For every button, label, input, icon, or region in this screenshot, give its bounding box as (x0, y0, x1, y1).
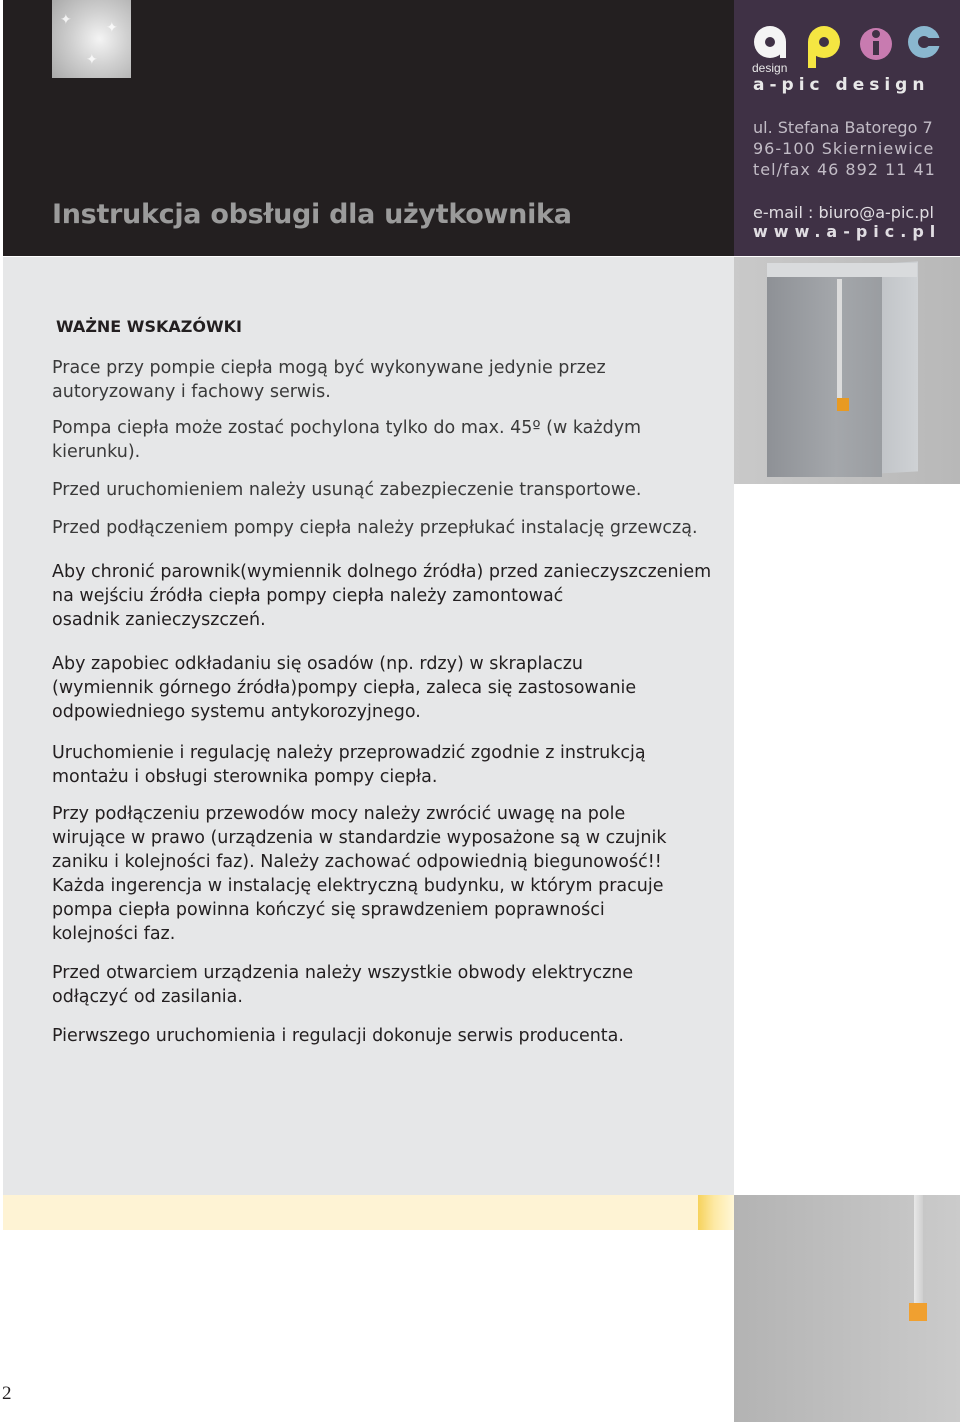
instruction-paragraph (52, 516, 698, 540)
text-line: Przed podłączeniem pompy ciepła należy przepłukać instalację grzewczą. (52, 518, 698, 538)
text-line: odpowiedniego systemu antykorozyjnego. (52, 702, 421, 722)
heat-pump-photo (734, 257, 960, 484)
text-line: Przed otwarciem urządzenia należy wszystkie obwody elektryczne (52, 963, 634, 983)
text-line: pompa ciepła powinna kończyć się sprawdzeniem poprawności (52, 900, 605, 920)
text-line: kierunku). (52, 442, 141, 462)
instruction-paragraph (52, 961, 633, 1009)
company-address-street: ul. Stefana Batorego 7 (753, 118, 933, 137)
logo-caption: design (752, 61, 788, 75)
instruction-paragraph (52, 416, 641, 464)
sparkle-icon: ✦ (106, 20, 118, 36)
instruction-paragraph (52, 1024, 624, 1048)
text-line: zaniku i kolejności faz). Należy zachować odpowiednią biegunowość!! (52, 852, 662, 872)
company-brand: a-pic design (753, 75, 930, 95)
text-line: Aby chronić parownik(wymiennik dolnego źródła) przed zanieczyszczeniem (52, 562, 712, 582)
text-line: (wymiennik górnego źródła)pompy ciepła, zaleca się zastosowanie (52, 678, 637, 698)
instruction-paragraph (52, 652, 636, 724)
company-phone: tel/fax 46 892 11 41 (753, 160, 936, 179)
text-line: autoryzowany i fachowy serwis. (52, 382, 331, 402)
heat-pump-pipe (837, 279, 842, 399)
page-number: 2 (2, 1383, 12, 1404)
text-line: Przy podłączeniu przewodów mocy należy zwrócić uwagę na pole (52, 804, 626, 824)
instruction-paragraph (52, 741, 646, 789)
instruction-paragraph (52, 478, 642, 502)
page-title: Instrukcja obsługi dla użytkownika (52, 199, 572, 230)
footer-band-highlight (698, 1195, 734, 1230)
pipe-detail (914, 1195, 923, 1305)
text-line: osadnik zanieczyszczeń. (52, 610, 266, 630)
heat-pump-front (767, 269, 882, 477)
text-line: Prace przy pompie ciepła mogą być wykonywane jedynie przez (52, 358, 606, 378)
text-line: Każda ingerencja w instalację elektryczną budynku, w którym pracuje (52, 876, 664, 896)
instruction-paragraph (52, 802, 666, 946)
text-line: Pierwszego uruchomienia i regulacji dokonuje serwis producenta. (52, 1026, 624, 1046)
company-email: e-mail : biuro@a-pic.pl (753, 203, 934, 222)
valve-detail (909, 1303, 927, 1321)
sparkle-icon: ✦ (86, 52, 98, 68)
text-line: Uruchomienie i regulację należy przeprowadzić zgodnie z instrukcją (52, 743, 646, 763)
company-website: www.a-pic.pl (753, 222, 942, 241)
footer-band (3, 1195, 698, 1230)
text-line: kolejności faz. (52, 924, 176, 944)
sparkle-icon: ✦ (60, 12, 72, 28)
instruction-paragraph (52, 356, 606, 404)
decorative-thumbnail (52, 0, 131, 78)
text-line: Aby zapobiec odkładaniu się osadów (np. rdzy) w skraplaczu (52, 654, 583, 674)
text-line: Pompa ciepła może zostać pochylona tylko do max. 45º (w każdym (52, 418, 642, 438)
heat-pump-detail-photo (734, 1195, 960, 1422)
section-title: WAŻNE WSKAZÓWKI (56, 317, 242, 336)
text-line: odłączyć od zasilania. (52, 987, 243, 1007)
heat-pump-top (767, 263, 917, 277)
text-line: Przed uruchomieniem należy usunąć zabezpieczenie transportowe. (52, 480, 642, 500)
heat-pump-valve (837, 398, 849, 411)
text-line: na wejściu źródła ciepła pompy ciepła należy zamontować (52, 586, 564, 606)
text-line: wirujące w prawo (urządzenia w standardzie wyposażone są w czujnik (52, 828, 667, 848)
text-line: montażu i obsługi sterownika pompy ciepła. (52, 767, 438, 787)
instruction-paragraph (52, 560, 711, 632)
company-address-city: 96-100 Skierniewice (753, 139, 935, 158)
